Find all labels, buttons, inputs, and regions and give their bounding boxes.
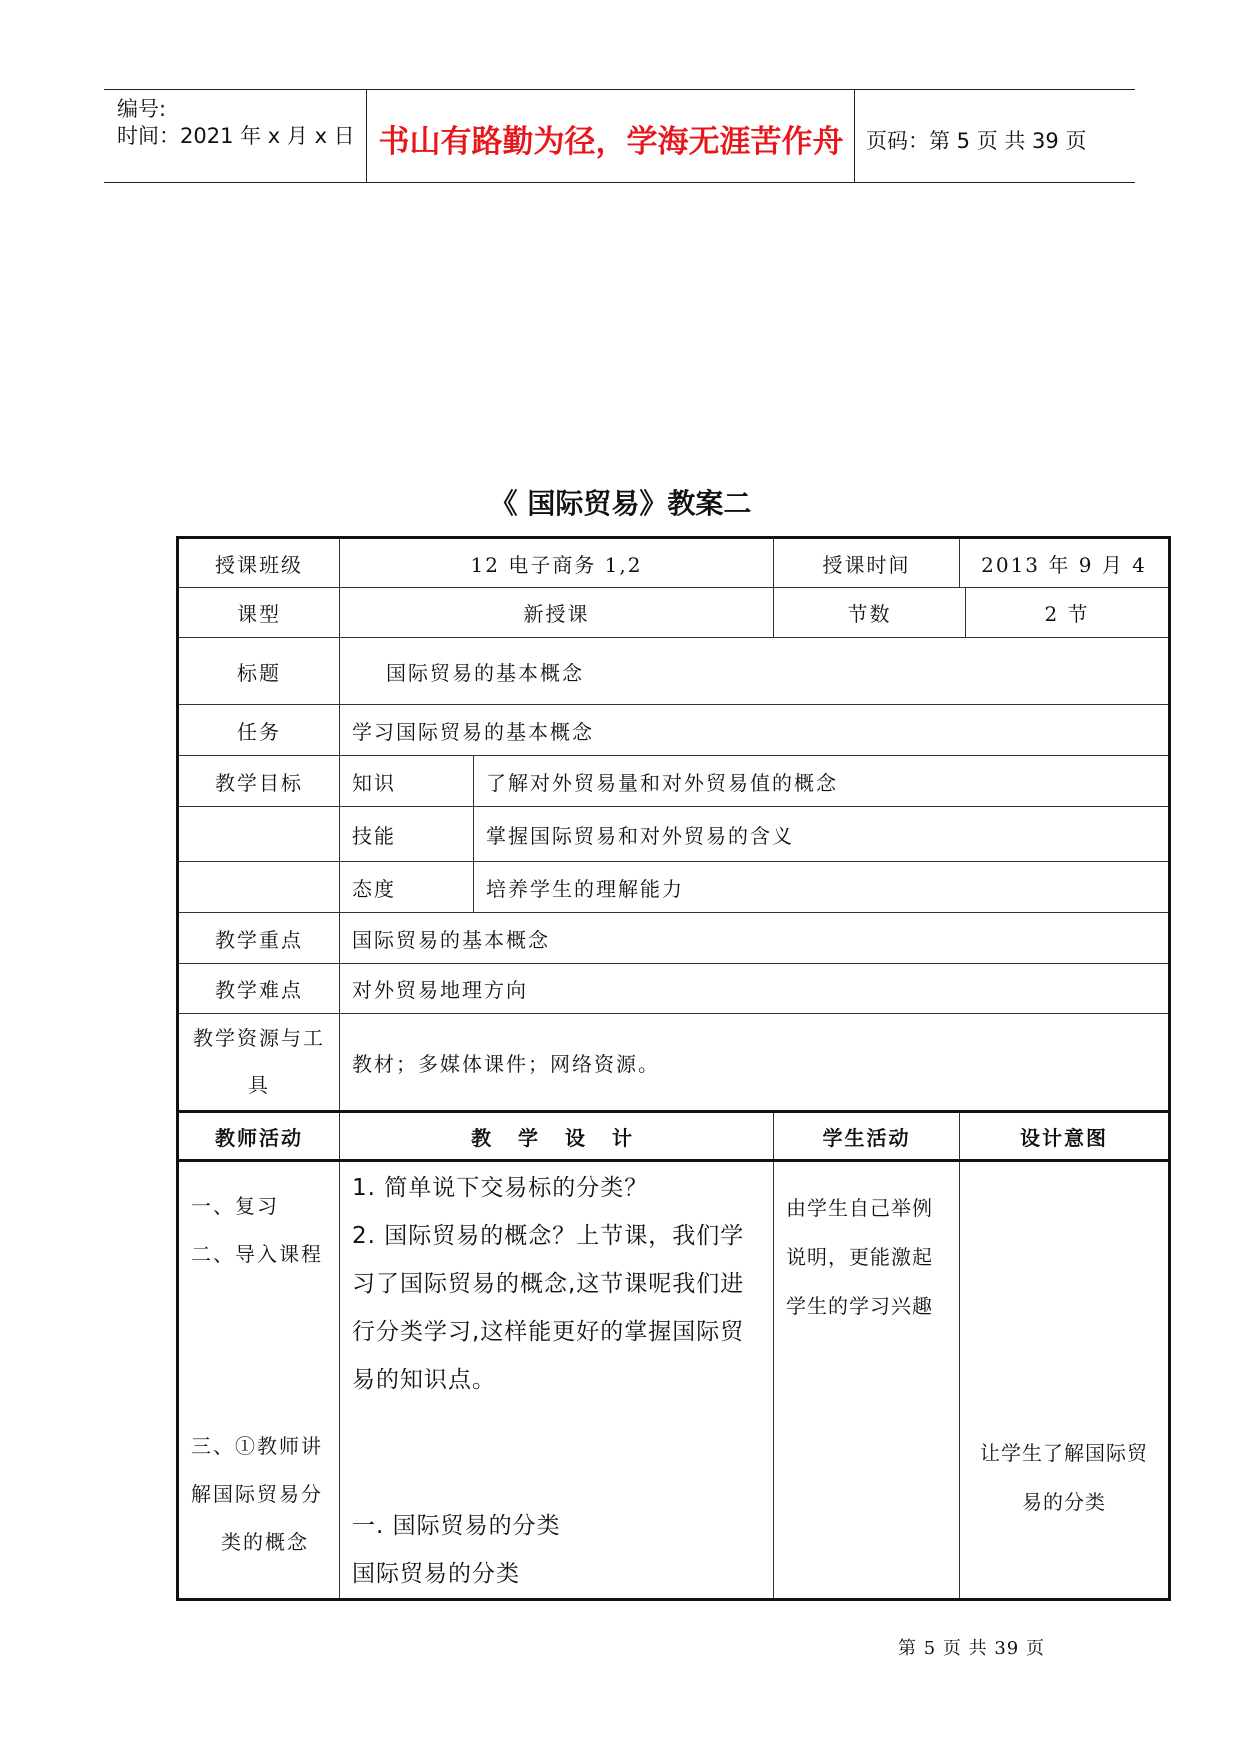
header-divider-right [854, 89, 855, 182]
teacher-activity-item: 二、导入课程 [191, 1242, 323, 1266]
student-activity-cell [774, 1161, 960, 1600]
class-value: 12 电子商务 1,2 [340, 538, 774, 588]
design-intent-cell [960, 1161, 1170, 1600]
row-goal-skill [178, 807, 1170, 862]
teacher-activity-item: 解国际贸易分 [191, 1482, 323, 1506]
goal-text: 掌握国际贸易和对外贸易的含义 [474, 807, 1170, 862]
row-topic [178, 638, 1170, 705]
teacher-activity-cell [178, 1161, 340, 1600]
design-intent-line: 让学生了解国际贸 [980, 1441, 1149, 1465]
teacher-activity-header: 教师活动 [178, 1112, 340, 1161]
student-activity-text: 由学生自己举例说明，更能激起学生的学习兴趣 [786, 1196, 934, 1318]
resources-label: 教学资源与工具 [178, 1014, 340, 1112]
design-header: 教 学 设 计 [340, 1112, 774, 1161]
design-section-heading: 一. 国际贸易的分类 [352, 1513, 561, 1539]
time-label: 授课时间 [774, 538, 960, 588]
header-bottom-rule [104, 182, 1135, 183]
difficulty-label: 教学难点 [178, 964, 340, 1014]
hours-label: 节数 [774, 588, 966, 638]
header-number-label: 编号: [117, 97, 167, 121]
goal-type: 知识 [340, 756, 474, 807]
goal-text: 培养学生的理解能力 [474, 862, 1170, 913]
teacher-activity-item: 三、①教师讲 [191, 1434, 323, 1458]
key-point-label: 教学重点 [178, 913, 340, 964]
row-resources [178, 1014, 1170, 1112]
header-top-rule [104, 89, 1135, 90]
goal-type: 技能 [340, 807, 474, 862]
lesson-plan-table [176, 536, 1171, 1601]
task-value: 学习国际贸易的基本概念 [340, 705, 1170, 756]
goal-type: 态度 [340, 862, 474, 913]
type-value: 新授课 [340, 588, 774, 638]
row-type [178, 588, 1170, 638]
student-activity-header: 学生活动 [774, 1112, 960, 1161]
document-title: 《 国际贸易》教案二 [489, 487, 752, 520]
design-intent-line: 易的分类 [1022, 1490, 1107, 1514]
topic-label: 标题 [178, 638, 340, 705]
row-task [178, 705, 1170, 756]
header-time-label: 时间：2021 年 x 月 x 日 [117, 124, 355, 148]
row-difficulty [178, 964, 1170, 1014]
topic-value: 国际贸易的基本概念 [340, 638, 1170, 705]
goal-label-empty [178, 807, 340, 862]
goal-label-empty [178, 862, 340, 913]
row-goal-knowledge [178, 756, 1170, 807]
page-footer: 第 5 页 共 39 页 [898, 1638, 1045, 1659]
design-cell [340, 1161, 774, 1600]
activity-header-row [178, 1112, 1170, 1161]
goal-text: 了解对外贸易量和对外贸易值的概念 [474, 756, 1170, 807]
time-value: 2013 年 9 月 4 [960, 538, 1170, 588]
design-paragraph: 2. 国际贸易的概念？上节课，我们学习了国际贸易的概念,这节课呢我们进行分类学习,这样能更好的掌握国际贸易的知识点。 [352, 1223, 745, 1393]
header-motto: 书山有路勤为径，学海无涯苦作舟 [378, 124, 844, 160]
teacher-activity-item: 一、复习 [191, 1194, 279, 1218]
design-line: 国际贸易的分类 [352, 1561, 520, 1587]
resources-value: 教材；多媒体课件；网络资源。 [340, 1014, 1170, 1112]
hours-value: 2 节 [966, 588, 1170, 638]
goal-label: 教学目标 [178, 756, 340, 807]
header-divider-left [366, 89, 367, 182]
row-key-point [178, 913, 1170, 964]
design-intent-header: 设计意图 [960, 1112, 1170, 1161]
key-point-value: 国际贸易的基本概念 [340, 913, 1170, 964]
class-label: 授课班级 [178, 538, 340, 588]
type-label: 课型 [178, 588, 340, 638]
task-label: 任务 [178, 705, 340, 756]
teacher-activity-item: 类的概念 [221, 1530, 309, 1554]
row-class [178, 538, 1170, 588]
header-page-label: 页码：第 5 页 共 39 页 [866, 129, 1087, 153]
row-goal-attitude [178, 862, 1170, 913]
difficulty-value: 对外贸易地理方向 [340, 964, 1170, 1014]
activity-body-row [178, 1161, 1170, 1600]
design-line: 1. 简单说下交易标的分类？ [352, 1175, 649, 1201]
